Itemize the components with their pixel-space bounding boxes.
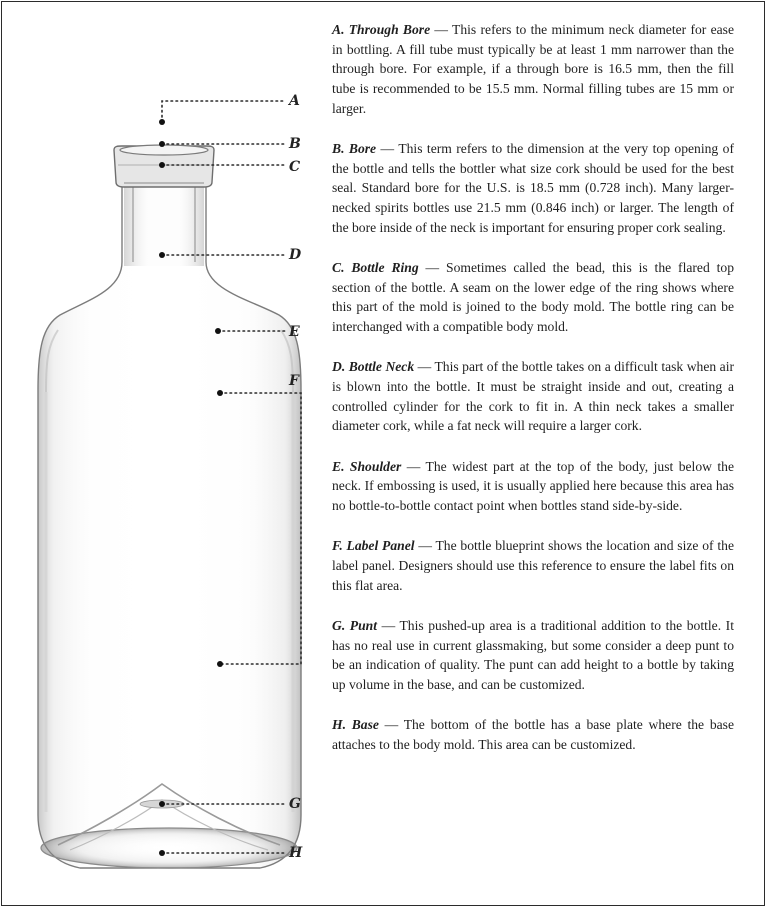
entry-dash: — — [418, 260, 447, 276]
entry-through-bore — [332, 20, 734, 119]
bottle-diagram — [0, 0, 320, 909]
entry-dash: — — [377, 617, 400, 633]
bottle-illustration — [38, 145, 301, 868]
entry-dash: — — [414, 538, 436, 554]
leader-A — [162, 101, 286, 122]
callout-f: F — [289, 373, 299, 389]
entry-bottle-ring — [332, 258, 734, 337]
entry-dash: — — [376, 141, 399, 157]
callout-a: A — [289, 93, 300, 109]
callout-h: H — [289, 845, 303, 861]
entry-body: The widest part at the top of the body, just below the neck. If embossing is used, it is usually applied here because this area has no bottle-to-bottle contact point when bottles stand side-by-side. — [332, 458, 734, 514]
entry-title: D. Bottle Neck — [332, 359, 415, 375]
entry-body: The bottom of the bottle has a base plate where the base attaches to the body mold. This area can be customized. — [332, 717, 734, 752]
entry-body: Sometimes called the bead, this is the flared top section of the bottle. A seam on the lower edge of the ring shows where this part of the mold is joined to the body mold. The bottle ring can be interchanged with a compatible body mold. — [332, 260, 734, 335]
callout-g: G — [289, 796, 301, 812]
entry-label-panel — [332, 536, 734, 595]
entry-dash: — — [430, 22, 453, 37]
entry-title: B. Bore — [332, 141, 377, 157]
definitions — [332, 20, 734, 775]
entry-body: This term refers to the dimension at the very top opening of the bottle and tells the bottler what size cork should be used for the best seal. Standard bore for the U.S. is 18.5 mm (0.728 inch). Many larger-necked spirits bottles use 21.5 mm (0.846 inch) or larger. The length of the bore inside of the neck is important for ensuring proper cork sealing. — [332, 141, 734, 235]
entry-bottle-neck — [332, 357, 734, 436]
entry-dash: — — [378, 717, 404, 733]
callout-e: E — [289, 324, 300, 340]
callout-b: B — [289, 136, 301, 152]
entry-body: This part of the bottle takes on a difficult task when air is blown into the bottle. It must be straight inside and out, creating a controlled cylinder for the cork to fit in. A thin neck takes a smaller diameter cork, while a fat neck will require a larger cork. — [332, 359, 734, 434]
entry-title: H. Base — [332, 717, 379, 733]
entry-title: C. Bottle Ring — [332, 260, 419, 276]
entry-body: The bottle blueprint shows the location and size of the label panel. Designers should use this reference to ensure the label fits on this flat area. — [332, 538, 734, 593]
entry-body: This pushed-up area is a traditional addition to the bottle. It has no real use in current glassmaking, but some consider a deep punt to be an indication of quality. The punt can add height to a bottle by taking up volume in the base, and can be customized. — [332, 617, 734, 692]
callout-c: C — [289, 159, 301, 175]
entry-title: E. Shoulder — [332, 458, 402, 474]
entry-dash: — — [401, 458, 426, 474]
entry-punt — [332, 616, 734, 695]
entry-dash: — — [414, 359, 435, 375]
entry-title: F. Label Panel — [332, 538, 415, 554]
entry-bore — [332, 139, 734, 238]
callout-d: D — [289, 247, 302, 263]
entry-shoulder — [332, 457, 734, 516]
entry-body: This refers to the minimum neck diameter for ease in bottling. A fill tube must typically be at least 1 mm narrower than the through bore. For example, if a through bore is 16.5 mm, then the fill tube is recommended to be 15.5 mm. Normal filling tubes are 15 mm or larger. — [332, 22, 734, 116]
entry-title: A. Through Bore — [332, 22, 431, 37]
entry-base — [332, 715, 734, 754]
entry-title: G. Punt — [332, 617, 377, 633]
